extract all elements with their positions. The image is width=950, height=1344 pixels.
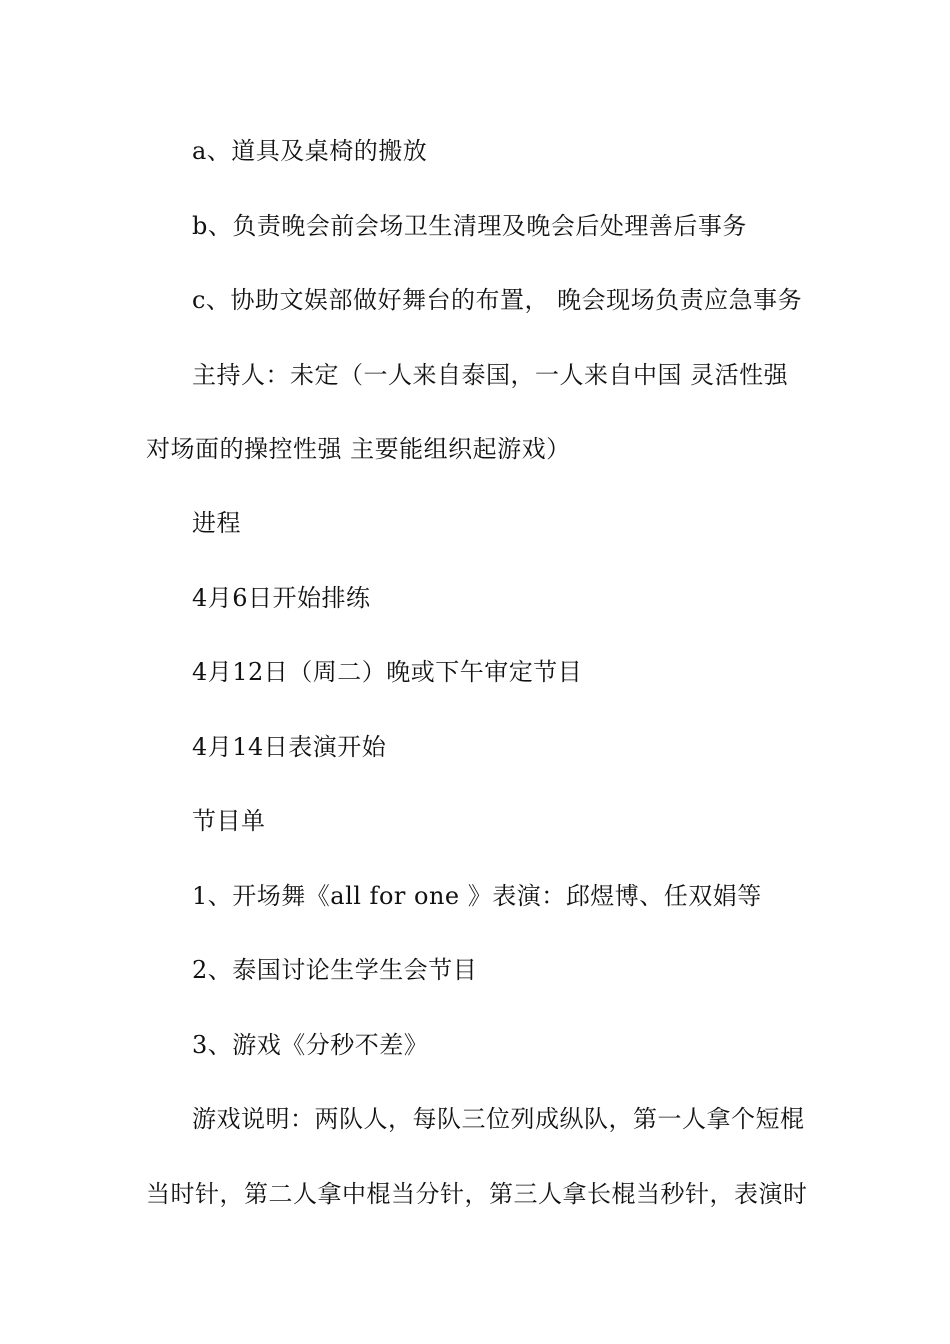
schedule-item: 4月6日开始排练 — [192, 584, 371, 612]
text-line: 对场面的操控性强 主要能组织起游戏） — [146, 435, 571, 463]
text-line: 游戏说明：两队人，每队三位列成纵队，第一人拿个短棍 — [192, 1105, 805, 1133]
schedule-item: 4月14日表演开始 — [192, 733, 387, 761]
program-item: 3、游戏《分秒不差》 — [192, 1031, 429, 1059]
text-line: 主持人：未定（一人来自泰国，一人来自中国 灵活性强 — [192, 361, 789, 389]
section-heading: 进程 — [192, 509, 241, 537]
text-line: c、协助文娱部做好舞台的布置， 晚会现场负责应急事务 — [192, 286, 803, 314]
schedule-item: 4月12日（周二）晚或下午审定节目 — [192, 658, 583, 686]
text-line: 当时针，第二人拿中棍当分针，第三人拿长棍当秒针，表演时 — [146, 1180, 808, 1208]
text-line: a、道具及桌椅的搬放 — [192, 137, 428, 165]
program-item: 2、泰国讨论生学生会节目 — [192, 956, 478, 984]
text-line: b、负责晚会前会场卫生清理及晚会后处理善后事务 — [192, 212, 747, 240]
program-item: 1、开场舞《all for one 》表演：邱煜博、任双娟等 — [192, 882, 762, 910]
section-heading: 节目单 — [192, 807, 266, 835]
